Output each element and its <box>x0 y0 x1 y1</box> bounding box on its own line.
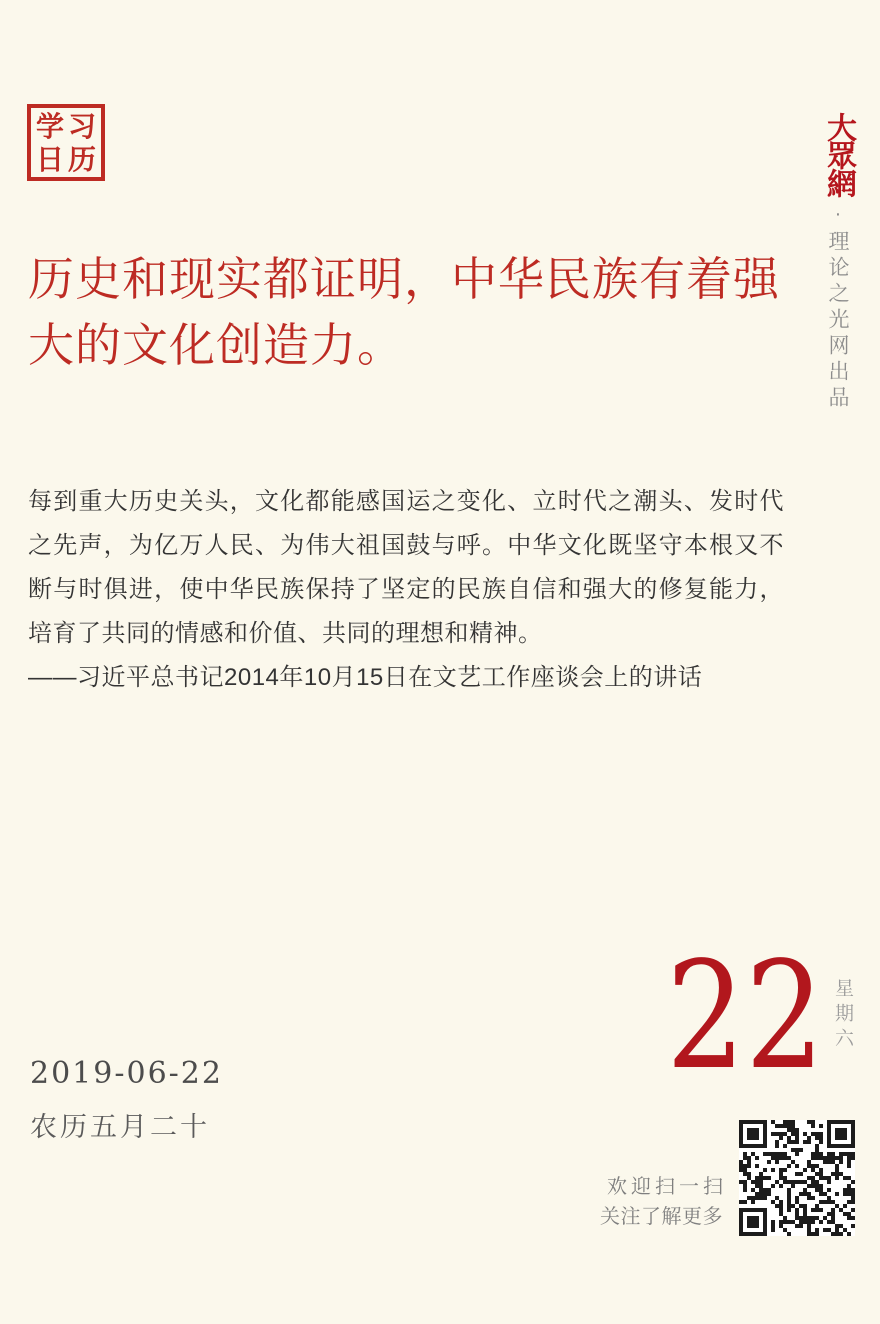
quote-block <box>28 480 784 700</box>
headline-quote: 历史和现实都证明，中华民族有着强大的文化创造力。 <box>28 252 780 372</box>
quote-attribution: ——习近平总书记2014年10月15日在文艺工作座谈会上的讲话 <box>28 664 703 691</box>
weekday-vertical-label: 星期六 <box>832 978 854 1053</box>
publisher-logo: 大眾網 <box>821 112 856 196</box>
publisher-separator-dot: · <box>834 203 842 225</box>
publisher-column <box>818 112 858 412</box>
publisher-subtitle: 理论之光网出品 <box>826 230 850 412</box>
date-block <box>30 1056 223 1144</box>
qr-caption-line-2: 关注了解更多 <box>600 1206 723 1228</box>
qr-caption-line-1: 欢迎扫一扫 <box>607 1176 727 1198</box>
badge-line-1: 学习 <box>35 110 100 142</box>
calendar-badge <box>27 104 105 181</box>
day-number: 22 <box>665 930 824 1102</box>
lunar-date: 农历五月二十 <box>30 1112 210 1143</box>
badge-line-2: 日历 <box>35 143 100 175</box>
gregorian-date: 2019-06-22 <box>30 1056 223 1091</box>
quote-body: 每到重大历史关头，文化都能感国运之变化、立时代之潮头、发时代之先声，为亿万人民、为伟大祖国鼓与呼。中华文化既坚守本根又不断与时俱进，使中华民族保持了坚定的民族自信和强大的修复能力，培育了共同的情感和价值、共同的理想和精神。 <box>28 488 784 647</box>
qr-caption <box>600 1172 727 1232</box>
qr-code-icon <box>739 1120 855 1236</box>
